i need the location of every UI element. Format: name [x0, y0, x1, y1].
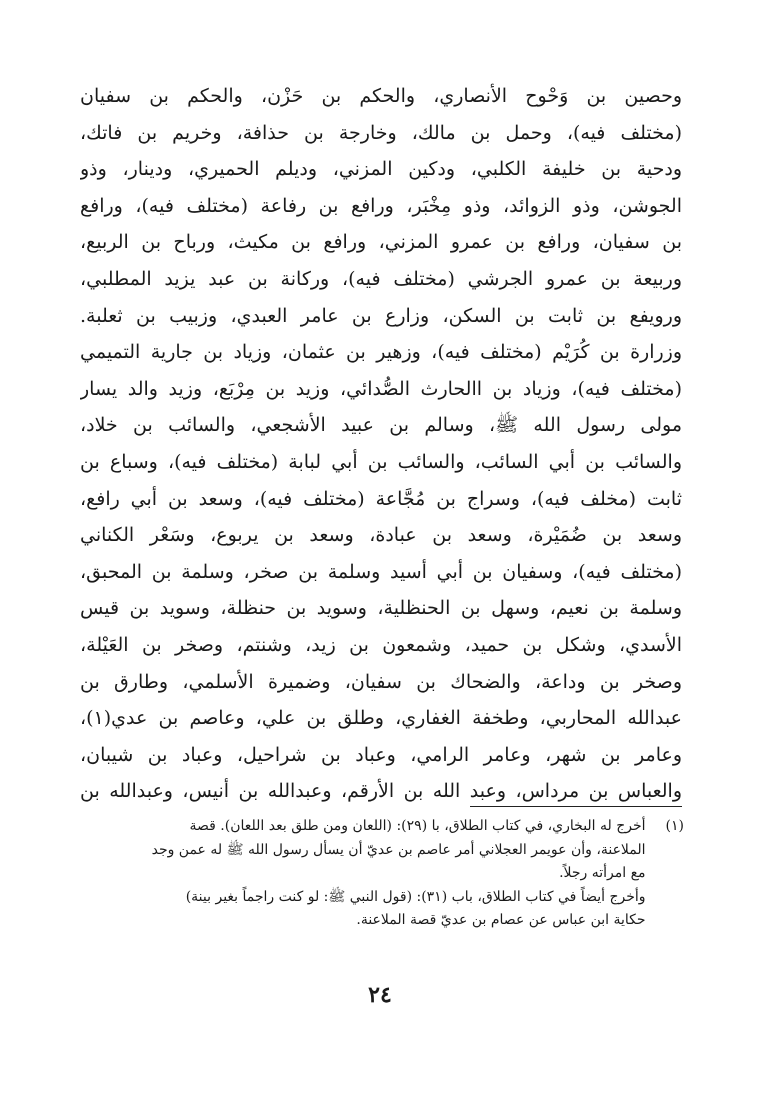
text-line: (مختلف فيه)، وسفيان بن أبي أسيد وسلمة بن صخر، وسلمة بن المحبق،: [80, 560, 682, 583]
page-number: ٢٤: [368, 982, 392, 1008]
text-line: وحصين بن وَحْوح الأنصاري، والحكم بن حَزْن، والحكم بن سفيان: [80, 85, 682, 107]
text-line: ورويفع بن ثابت بن السكن، وزارع بن عامر العبدي، وزبيب بن ثعلبة.: [80, 304, 682, 327]
footnotes: [64, 815, 684, 933]
text-line: الأسدي، وشكل بن حميد، وشمعون بن زيد، وشنتم، وصخر بن العَيْلة،: [80, 633, 682, 656]
footnote-divider: [470, 806, 682, 807]
text-line: (مختلف فيه)، وزياد بن االحارث الصُّدائي، وزيد بن مِرْبَع، وزيد والد يسار: [80, 377, 682, 400]
footnote-line: [64, 909, 684, 933]
text-line: وصخر بن وداعة، والضحاك بن سفيان، وضميرة الأسلمي، وطارق بن: [80, 670, 682, 693]
footnote-number: (١): [665, 818, 684, 834]
footnote-line: [64, 862, 684, 886]
footnote-text: أخرج له البخاري، في كتاب الطلاق، با (٢٩): (اللعان ومن طلق بعد اللعان). قصة: [189, 818, 646, 834]
text-line: وسعد بن ضُمَيْرة، وسعد بن عبادة، وسعد بن يربوع، وسَعْر الكناني: [80, 524, 682, 547]
text-line: والعباس بن مرداس، وعبد الله بن الأرقم، وعبدالله بن أنيس، وعبدالله بن: [80, 780, 682, 803]
text-line: وعامر بن شهر، وعامر الرامي، وعباد بن شراحيل، وعباد بن شيبان،: [80, 743, 682, 766]
footnote-text: وأخرج أيضاً في كتاب الطلاق، باب (٣١): (قول النبي ﷺ: لو كنت راجماً بغير بينة): [185, 888, 646, 905]
text-line: مولى رسول الله ﷺ، وسالم بن عبيد الأشجعي، والسائب بن خلاد،: [80, 414, 682, 437]
footnote-line: [64, 886, 684, 910]
text-line: وسلمة بن نعيم، وسهل بن الحنظلية، وسويد بن حنظلة، وسويد بن قيس: [80, 597, 682, 620]
text-line: والسائب بن أبي السائب، والسائب بن أبي لبابة (مختلف فيه)، وسباع بن: [80, 450, 682, 473]
footnote-text: حكاية ابن عباس عن عصام بن عديّ قصة الملاعنة.: [356, 912, 646, 929]
text-line: الجوشن، وذو الزوائد، وذو مِخْبَر، ورافع بن رفاعة (مختلف فيه)، ورافع: [80, 194, 682, 217]
footnote-line: [64, 815, 684, 839]
text-line: ودحية بن خليفة الكلبي، ودكين المزني، وديلم الحميري، ودينار، وذو: [80, 158, 682, 181]
text-line: بن سفيان، ورافع بن عمرو المزني، ورافع بن مكيث، ورباح بن الربيع،: [80, 231, 682, 254]
text-line: (مختلف فيه)، وحمل بن مالك، وخارجة بن حذافة، وخريم بن فاتك،: [80, 121, 682, 144]
footnote-text: مع امرأته رجلاً.: [559, 865, 646, 882]
text-line: عبدالله المحاربي، وطخفة الغفاري، وطلق بن علي، وعاصم بن عدي(١)،: [80, 707, 682, 730]
text-line: وزرارة بن كُرَيْم (مختلف فيه)، وزهير بن عثمان، وزياد بن جارية التميمي: [80, 341, 682, 364]
text-line: ثابت (مخلف فيه)، وسراج بن مُجَّاعة (مختلف فيه)، وسعد بن أبي رافع،: [80, 487, 682, 510]
footnote-text: الملاعنة، وأن عويمر العجلاني أمر عاصم بن عديّ أن يسأل رسول الله ﷺ له عمن وجد: [151, 841, 646, 858]
main-text: [80, 78, 682, 810]
text-line: وربيعة بن عمرو الجرشي (مختلف فيه)، وركانة بن عبد يزيد المطلبي،: [80, 267, 682, 290]
footnote-line: [64, 839, 684, 863]
